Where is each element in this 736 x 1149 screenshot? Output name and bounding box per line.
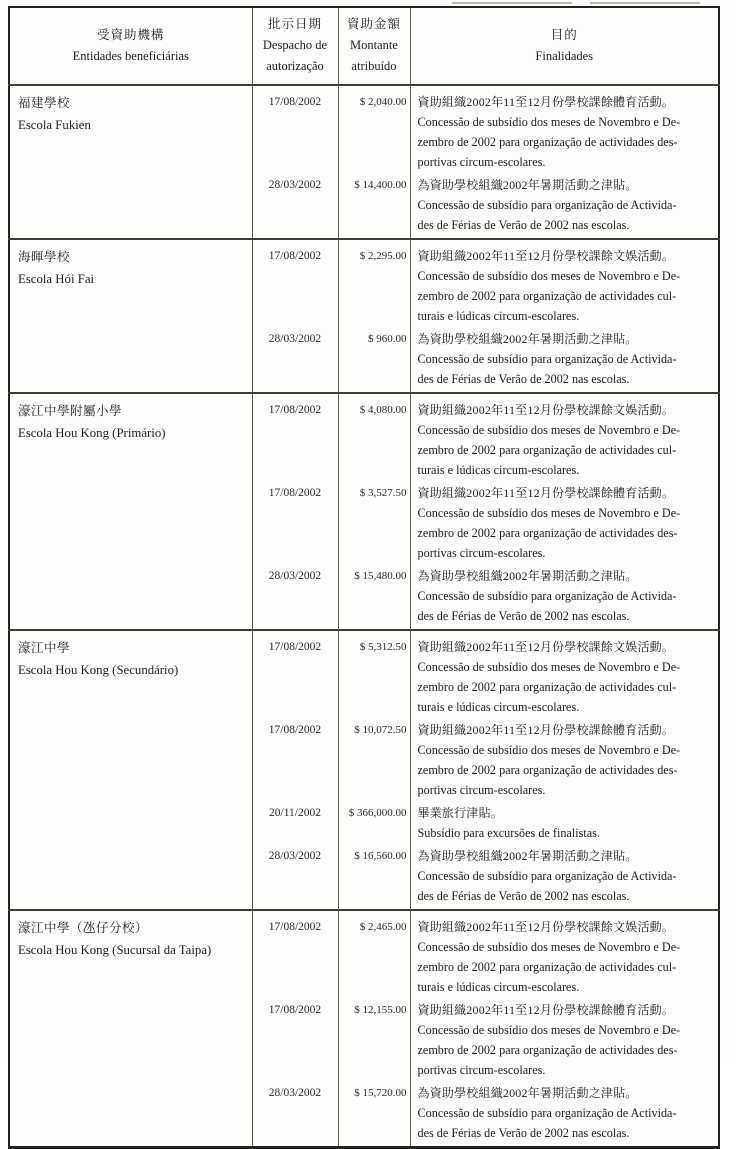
entity-name-zh: 福建學校 bbox=[18, 96, 71, 110]
purpose-line-zh: 資助組織2002年11至12月份學校課餘文娛活動。 bbox=[417, 920, 675, 934]
scan-artifact bbox=[590, 2, 700, 4]
purpose-line-pt: turais e lúdicas circum-escolares. bbox=[417, 700, 580, 714]
purpose-line-pt: des de Férias de Verão de 2002 nas escolas. bbox=[417, 889, 630, 903]
authorization-date-cell: 17/08/2002 bbox=[252, 239, 338, 329]
col-header-amount-pt2: atribuído bbox=[351, 59, 397, 73]
subsidy-table bbox=[8, 6, 720, 1149]
scan-artifact bbox=[452, 2, 572, 4]
purpose-cell bbox=[410, 239, 719, 329]
col-header-purpose-pt: Finalidades bbox=[535, 48, 594, 63]
purpose-line-pt: zembro de 2002 para organização de actividades cul- bbox=[417, 680, 677, 694]
purpose-line-zh: 為資助學校組織2002年暑期活動之津貼。 bbox=[417, 178, 638, 192]
purpose-line-zh: 資助組織2002年11至12月份學校課餘文娛活動。 bbox=[417, 249, 675, 263]
amount-cell: $ 10,072.50 bbox=[338, 720, 410, 803]
authorization-date-cell: 28/03/2002 bbox=[252, 566, 338, 630]
amount-cell: $ 14,400.00 bbox=[338, 175, 410, 239]
entity-cell bbox=[9, 85, 252, 239]
entity-name-zh: 海暉學校 bbox=[18, 250, 71, 264]
purpose-line-pt: Subsídio para excursões de finalistas. bbox=[417, 826, 600, 840]
col-header-date-pt1: Despacho de bbox=[262, 38, 328, 52]
purpose-line-pt: zembro de 2002 para organização de actividades cul- bbox=[417, 289, 677, 303]
amount-cell: $ 2,295.00 bbox=[338, 239, 410, 329]
table-row bbox=[9, 910, 719, 1000]
purpose-line-zh: 畢業旅行津貼。 bbox=[417, 806, 503, 820]
purpose-line-pt: Concessão de subsídio dos meses de Novembro e De- bbox=[417, 423, 681, 437]
amount-cell: $ 15,720.00 bbox=[338, 1083, 410, 1148]
purpose-cell bbox=[410, 720, 719, 803]
purpose-line-pt: zembro de 2002 para organização de actividades des- bbox=[417, 135, 678, 149]
amount-cell: $ 2,465.00 bbox=[338, 910, 410, 1000]
authorization-date-cell: 17/08/2002 bbox=[252, 910, 338, 1000]
entity-cell bbox=[9, 910, 252, 1148]
amount-cell: $ 2,040.00 bbox=[338, 85, 410, 175]
entity-name-pt: Escola Hou Kong (Secundário) bbox=[18, 663, 179, 677]
purpose-cell bbox=[410, 910, 719, 1000]
purpose-cell bbox=[410, 85, 719, 175]
purpose-line-pt: portivas circum-escolares. bbox=[417, 1063, 546, 1077]
purpose-cell bbox=[410, 1083, 719, 1148]
authorization-date-cell: 17/08/2002 bbox=[252, 630, 338, 720]
purpose-line-zh: 為資助學校組織2002年暑期活動之津貼。 bbox=[417, 849, 638, 863]
amount-cell: $ 5,312.50 bbox=[338, 630, 410, 720]
amount-cell: $ 960.00 bbox=[338, 329, 410, 393]
purpose-line-pt: zembro de 2002 para organização de actividades des- bbox=[417, 763, 678, 777]
purpose-cell bbox=[410, 329, 719, 393]
entity-name-pt: Escola Fukien bbox=[18, 118, 91, 132]
authorization-date-cell: 28/03/2002 bbox=[252, 329, 338, 393]
purpose-line-zh: 資助組織2002年11至12月份學校課餘文娛活動。 bbox=[417, 640, 675, 654]
amount-cell: $ 15,480.00 bbox=[338, 566, 410, 630]
header-row bbox=[9, 7, 719, 85]
col-header-amount bbox=[338, 7, 410, 85]
purpose-line-pt: turais e lúdicas circum-escolares. bbox=[417, 980, 580, 994]
purpose-line-pt: turais e lúdicas circum-escolares. bbox=[417, 309, 580, 323]
col-header-entity-zh: 受資助機構 bbox=[96, 27, 165, 42]
amount-cell: $ 12,155.00 bbox=[338, 1000, 410, 1083]
purpose-line-zh: 資助組織2002年11至12月份學校課餘體育活動。 bbox=[417, 723, 675, 737]
purpose-cell bbox=[410, 175, 719, 239]
purpose-line-pt: des de Férias de Verão de 2002 nas escolas. bbox=[417, 218, 630, 232]
purpose-line-zh: 資助組織2002年11至12月份學校課餘體育活動。 bbox=[417, 486, 675, 500]
purpose-cell bbox=[410, 846, 719, 910]
col-header-amount-zh: 資助金額 bbox=[346, 17, 401, 31]
purpose-cell bbox=[410, 630, 719, 720]
purpose-cell bbox=[410, 566, 719, 630]
col-header-amount-pt1: Montante bbox=[350, 38, 398, 52]
entity-cell bbox=[9, 393, 252, 630]
purpose-line-pt: Concessão de subsídio para organização de Activida- bbox=[417, 198, 677, 212]
purpose-line-pt: Concessão de subsídio para organização de Activida- bbox=[417, 352, 677, 366]
purpose-line-pt: zembro de 2002 para organização de actividades cul- bbox=[417, 960, 677, 974]
purpose-cell bbox=[410, 803, 719, 846]
col-header-date-zh: 批示日期 bbox=[267, 17, 322, 31]
purpose-line-zh: 為資助學校組織2002年暑期活動之津貼。 bbox=[417, 332, 638, 346]
entity-name-zh: 濠江中學附屬小學 bbox=[18, 404, 123, 418]
purpose-line-pt: zembro de 2002 para organização de actividades cul- bbox=[417, 443, 677, 457]
purpose-line-pt: Concessão de subsídio dos meses de Novembro e De- bbox=[417, 660, 681, 674]
purpose-line-pt: Concessão de subsídio dos meses de Novembro e De- bbox=[417, 269, 681, 283]
purpose-line-pt: portivas circum-escolares. bbox=[417, 783, 546, 797]
table-row bbox=[9, 393, 719, 483]
amount-cell: $ 4,080.00 bbox=[338, 393, 410, 483]
col-header-purpose-zh: 目的 bbox=[550, 27, 578, 42]
entity-name-pt: Escola Hói Fai bbox=[18, 272, 95, 286]
purpose-line-pt: des de Férias de Verão de 2002 nas escolas. bbox=[417, 609, 630, 623]
table-row bbox=[9, 630, 719, 720]
entity-name-pt: Escola Hou Kong (Sucursal da Taipa) bbox=[18, 943, 212, 957]
authorization-date-cell: 17/08/2002 bbox=[252, 1000, 338, 1083]
entity-name-pt: Escola Hou Kong (Primário) bbox=[18, 426, 166, 440]
purpose-line-zh: 資助組織2002年11至12月份學校課餘體育活動。 bbox=[417, 1003, 675, 1017]
col-header-entity-pt: Entidades beneficiárias bbox=[72, 48, 189, 63]
authorization-date-cell: 17/08/2002 bbox=[252, 483, 338, 566]
col-header-date bbox=[252, 7, 338, 85]
authorization-date-cell: 28/03/2002 bbox=[252, 1083, 338, 1148]
amount-cell: $ 366,000.00 bbox=[338, 803, 410, 846]
purpose-line-pt: Concessão de subsídio dos meses de Novembro e De- bbox=[417, 115, 681, 129]
entity-cell bbox=[9, 630, 252, 910]
authorization-date-cell: 28/03/2002 bbox=[252, 846, 338, 910]
purpose-line-pt: portivas circum-escolares. bbox=[417, 155, 546, 169]
authorization-date-cell: 20/11/2002 bbox=[252, 803, 338, 846]
purpose-line-zh: 為資助學校組織2002年暑期活動之津貼。 bbox=[417, 1086, 638, 1100]
purpose-cell bbox=[410, 483, 719, 566]
purpose-line-pt: zembro de 2002 para organização de actividades des- bbox=[417, 1043, 678, 1057]
purpose-line-pt: des de Férias de Verão de 2002 nas escolas. bbox=[417, 1126, 630, 1140]
entity-name-zh: 濠江中學 bbox=[18, 641, 71, 655]
purpose-line-zh: 為資助學校組織2002年暑期活動之津貼。 bbox=[417, 569, 638, 583]
purpose-line-zh: 資助組織2002年11至12月份學校課餘體育活動。 bbox=[417, 95, 675, 109]
entity-name-zh: 濠江中學（氹仔分校） bbox=[18, 921, 149, 935]
purpose-line-zh: 資助組織2002年11至12月份學校課餘文娛活動。 bbox=[417, 403, 675, 417]
authorization-date-cell: 17/08/2002 bbox=[252, 85, 338, 175]
purpose-line-pt: Concessão de subsídio para organização de Activida- bbox=[417, 1106, 677, 1120]
purpose-line-pt: zembro de 2002 para organização de actividades des- bbox=[417, 526, 678, 540]
purpose-cell bbox=[410, 1000, 719, 1083]
purpose-line-pt: Concessão de subsídio para organização de Activida- bbox=[417, 869, 677, 883]
amount-cell: $ 16,560.00 bbox=[338, 846, 410, 910]
purpose-line-pt: turais e lúdicas circum-escolares. bbox=[417, 463, 580, 477]
entity-cell bbox=[9, 239, 252, 393]
purpose-line-pt: Concessão de subsídio dos meses de Novembro e De- bbox=[417, 1023, 681, 1037]
purpose-line-pt: Concessão de subsídio dos meses de Novembro e De- bbox=[417, 940, 681, 954]
col-header-purpose bbox=[410, 7, 719, 85]
authorization-date-cell: 17/08/2002 bbox=[252, 720, 338, 803]
col-header-entity bbox=[9, 7, 252, 85]
purpose-cell bbox=[410, 393, 719, 483]
purpose-line-pt: des de Férias de Verão de 2002 nas escolas. bbox=[417, 372, 630, 386]
amount-cell: $ 3,527.50 bbox=[338, 483, 410, 566]
purpose-line-pt: Concessão de subsídio dos meses de Novembro e De- bbox=[417, 506, 681, 520]
purpose-line-pt: portivas circum-escolares. bbox=[417, 546, 546, 560]
authorization-date-cell: 17/08/2002 bbox=[252, 393, 338, 483]
table-row bbox=[9, 85, 719, 175]
purpose-line-pt: Concessão de subsídio dos meses de Novembro e De- bbox=[417, 743, 681, 757]
purpose-line-pt: Concessão de subsídio para organização de Activida- bbox=[417, 589, 677, 603]
col-header-date-pt2: autorização bbox=[266, 59, 324, 73]
authorization-date-cell: 28/03/2002 bbox=[252, 175, 338, 239]
table-row bbox=[9, 239, 719, 329]
